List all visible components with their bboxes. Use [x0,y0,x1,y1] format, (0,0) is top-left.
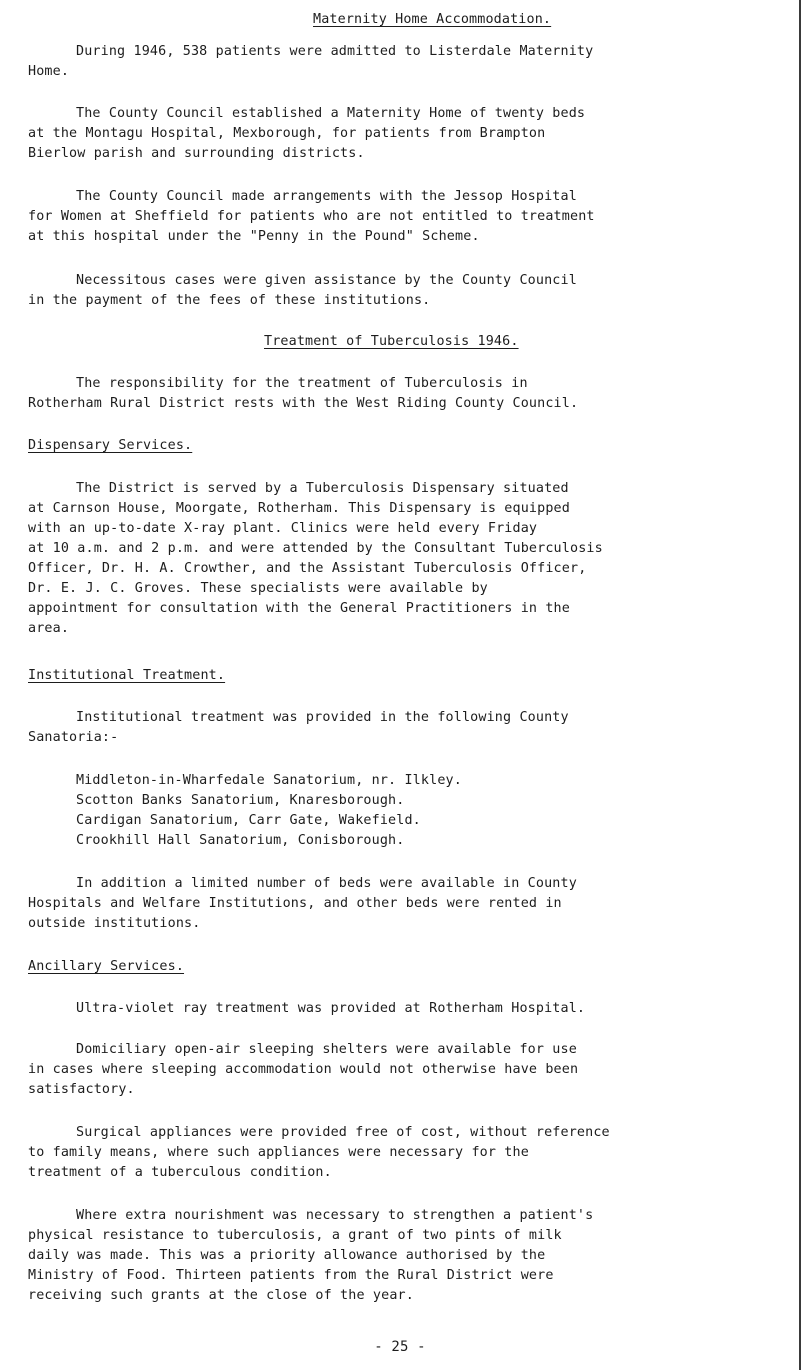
paragraph-necessitous [28,271,577,311]
paragraph-nourishment [28,1206,593,1306]
paragraph-domiciliary [28,1040,578,1100]
paragraph-additional-beds-text: In addition a limited number of beds were available in County Hospitals and Welfare Institutions, and other beds were rented in outside institutions. [28,876,577,931]
heading-maternity: Maternity Home Accommodation. [313,12,552,27]
paragraph-necessitous-text: Necessitous cases were given assistance by the County Council in the payment of the fees of these institutions. [28,273,577,308]
sanatorium-item: Middleton-in-Wharfedale Sanatorium, nr. Ilkley. [76,773,462,788]
paragraph-jessop [28,187,595,247]
heading-institutional: Institutional Treatment. [28,668,226,683]
paragraph-dispensary-text: The District is served by a Tuberculosis Dispensary situated at Carnson House, Moorgate, Rotherham. This Dispensary is equipped with an up-to-date X-ray plant. Clinics were held every Friday at 10 a.m. and 2 p.m. and were attended by the Consultant Tuberculosis Officer, Dr. H. A. Crowther, and the Assistant Tuberculosis Officer, Dr. E. J. C. Groves. These specialists were available by appointment for consultation with the General Practitioners in the area. [28,481,603,636]
sanatorium-item: Scotton Banks Sanatorium, Knaresborough. [76,793,405,808]
paragraph-county-council-text: The County Council established a Maternity Home of twenty beds at the Montagu Hospital, Mexborough, for patients from Brampton Bierlow parish and surrounding districts. [28,106,586,161]
sanatorium-item: Crookhill Hall Sanatorium, Conisborough. [76,833,405,848]
paragraph-county-council [28,104,585,164]
heading-ancillary: Ancillary Services. [28,959,185,974]
paragraph-institutional-intro [28,708,569,748]
paragraph-ultra-violet-text: Ultra-violet ray treatment was provided at Rotherham Hospital. [76,1001,586,1016]
sanatorium-item: Cardigan Sanatorium, Carr Gate, Wakefield. [76,813,421,828]
paragraph-ultra-violet [28,999,585,1019]
paragraph-jessop-text: The County Council made arrangements with the Jessop Hospital for Women at Sheffield for patients who are not entitled to treatment at this hospital under the "Penny in the Pound" Scheme. [28,189,595,244]
paragraph-admitted-text: During 1946, 538 patients were admitted to Listerdale Maternity Home. [28,44,594,79]
paragraph-domiciliary-text: Domiciliary open-air sleeping shelters were available for use in cases where sleeping accommodation would not otherwise have been satisfactory. [28,1042,579,1097]
heading-dispensary: Dispensary Services. [28,438,193,453]
paragraph-surgical [28,1123,610,1183]
paragraph-responsibility-text: The responsibility for the treatment of Tuberculosis in Rotherham Rural District rests with the West Riding County Council. [28,376,579,411]
page-number: - 25 - [374,1339,426,1355]
heading-tuberculosis: Treatment of Tuberculosis 1946. [264,334,519,349]
paragraph-nourishment-text: Where extra nourishment was necessary to strengthen a patient's physical resistance to tuberculosis, a grant of two pints of milk daily was made. This was a priority allowance authorised by the Ministry of Food. Thirteen patients from the Rural District were receiving such grants at the close of the year. [28,1208,594,1303]
paragraph-dispensary [28,479,603,639]
paragraph-institutional-intro-text: Institutional treatment was provided in the following County Sanatoria:- [28,710,569,745]
sanatoria-list [76,771,462,851]
paragraph-responsibility [28,374,578,414]
paragraph-admitted [28,42,593,82]
paragraph-surgical-text: Surgical appliances were provided free of cost, without reference to family means, where such appliances were necessary for the treatment of a tuberculous condition. [28,1125,610,1180]
paragraph-additional-beds [28,874,577,934]
